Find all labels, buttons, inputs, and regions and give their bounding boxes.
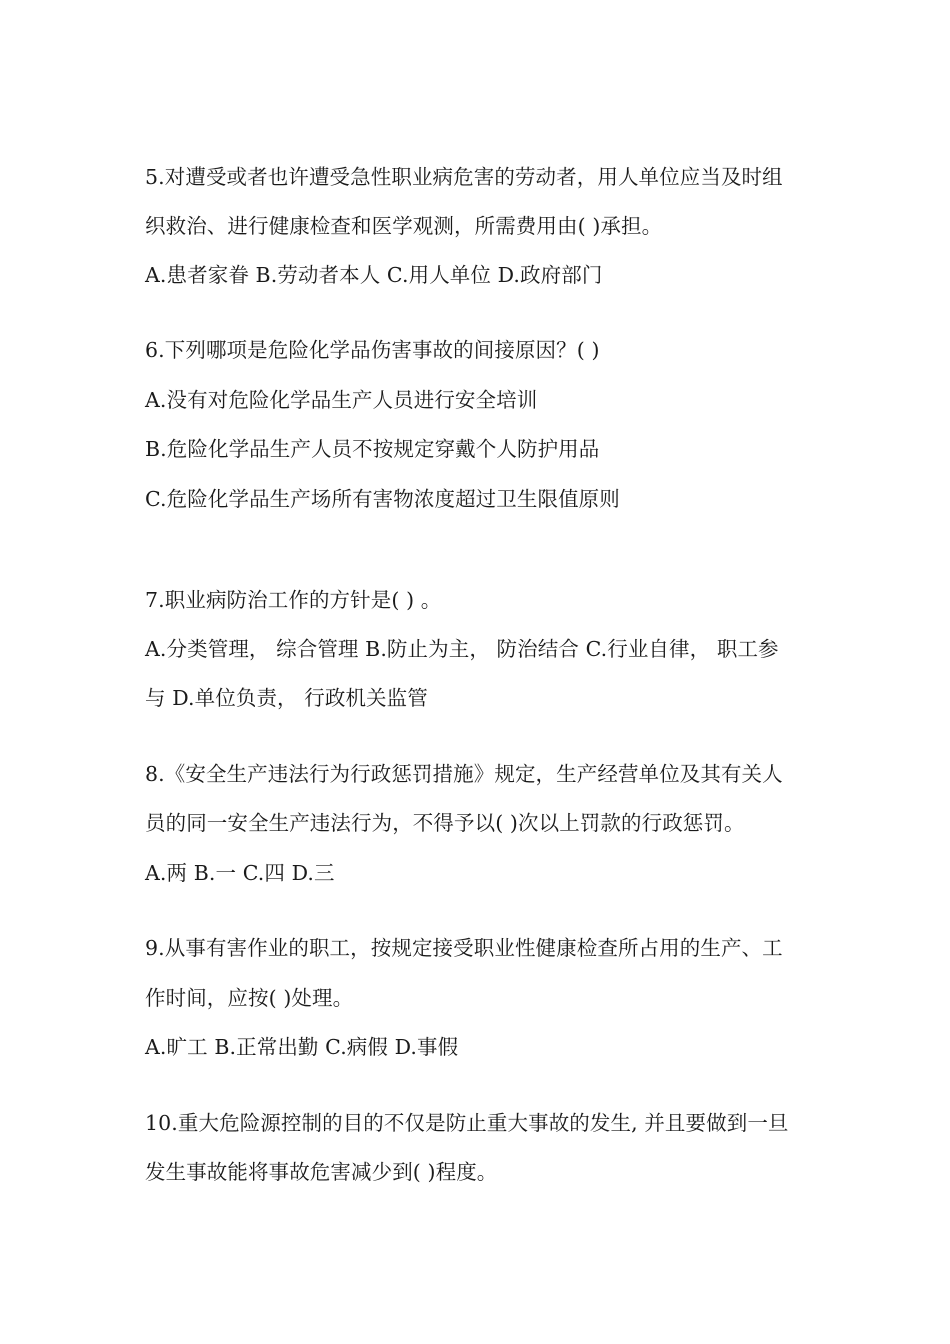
- question-10-stem-line-2: 发生事故能将事故危害减少到( )程度。: [145, 1160, 498, 1184]
- question-8-stem-line-1: 8.《安全生产违法行为行政惩罚措施》规定，生产经营单位及其有关人: [145, 762, 783, 786]
- question-5-stem-line-2: 织救治、进行健康检查和医学观测，所需费用由( )承担。: [145, 214, 663, 238]
- question-5-stem-line-1: 5.对遭受或者也许遭受急性职业病危害的劳动者，用人单位应当及时组: [145, 165, 783, 189]
- question-7-stem: 7.职业病防治工作的方针是( ) 。: [145, 588, 442, 612]
- question-6-option-b: B.危险化学品生产人员不按规定穿戴个人防护用品: [145, 437, 600, 461]
- question-8-options: A.两 B.一 C.四 D.三: [145, 861, 335, 885]
- question-10-stem-line-1: 10.重大危险源控制的目的不仅是防止重大事故的发生, 并且要做到一旦: [145, 1111, 789, 1135]
- question-6-option-a: A.没有对危险化学品生产人员进行安全培训: [145, 388, 538, 412]
- question-6-stem: 6.下列哪项是危险化学品伤害事故的间接原因？( ): [145, 338, 600, 362]
- question-5-options: A.患者家眷 B.劳动者本人 C.用人单位 D.政府部门: [145, 263, 603, 287]
- question-7-options-line-2: 与 D.单位负责， 行政机关监管: [145, 686, 428, 710]
- question-9-stem-line-2: 作时间，应按( )处理。: [145, 986, 354, 1010]
- question-6-option-c: C.危险化学品生产场所有害物浓度超过卫生限值原则: [145, 487, 620, 511]
- question-7-options-line-1: A.分类管理， 综合管理 B.防止为主， 防治结合 C.行业自律， 职工参: [145, 637, 779, 661]
- question-9-stem-line-1: 9.从事有害作业的职工，按规定接受职业性健康检查所占用的生产、工: [145, 936, 783, 960]
- question-8-stem-line-2: 员的同一安全生产违法行为，不得予以( )次以上罚款的行政惩罚。: [145, 811, 745, 835]
- question-9-options: A.旷工 B.正常出勤 C.病假 D.事假: [145, 1035, 459, 1059]
